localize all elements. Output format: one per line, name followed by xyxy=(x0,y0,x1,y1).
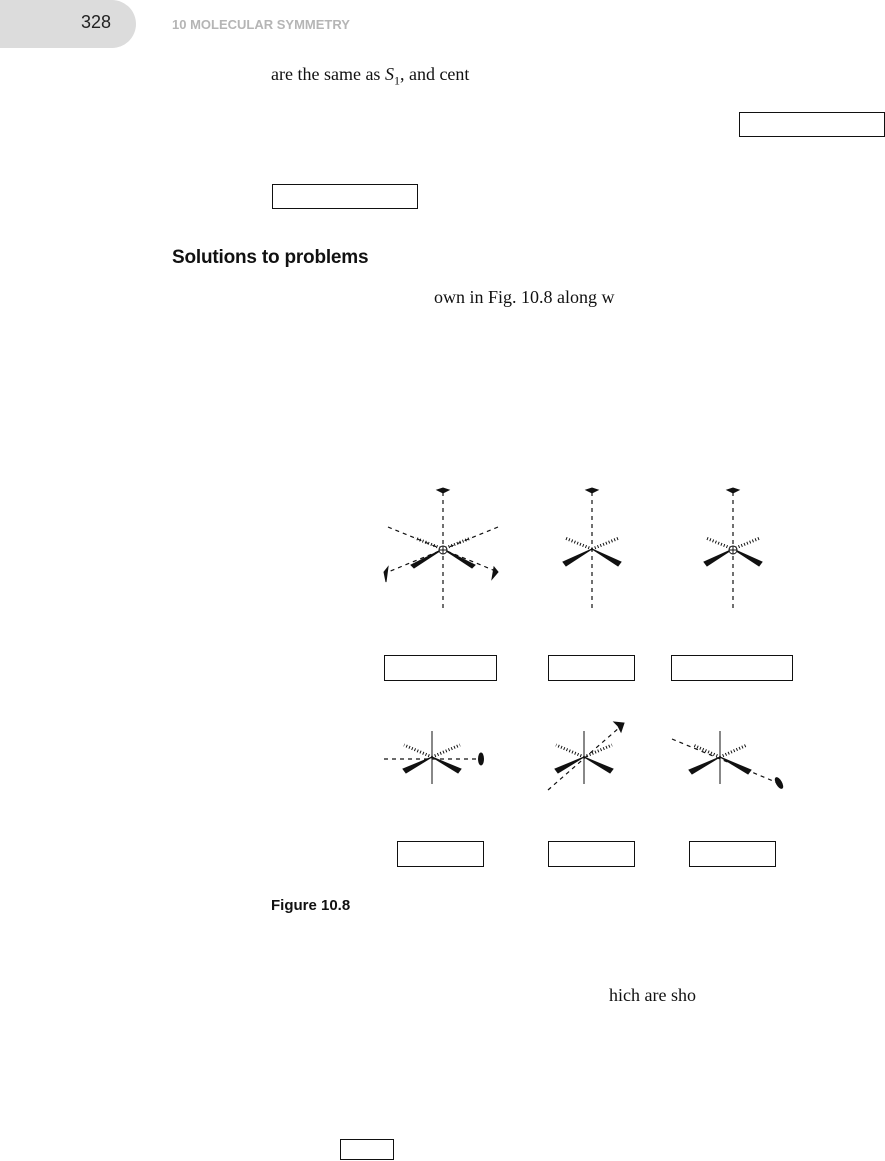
redacted-box xyxy=(548,655,635,681)
redacted-box xyxy=(548,841,635,867)
redacted-box xyxy=(397,841,484,867)
symmetry-symbol: S xyxy=(384,64,394,84)
body-line-1-suffix: , and cent xyxy=(399,64,470,84)
page-number: 328 xyxy=(81,12,112,32)
redacted-box xyxy=(671,655,793,681)
molecule-diagram-5 xyxy=(548,722,624,790)
section-heading: Solutions to problems xyxy=(172,247,369,268)
body-line-2: own in Fig. 10.8 along w xyxy=(434,287,615,307)
body-line-3: hich are sho xyxy=(609,985,696,1005)
molecule-diagram-1 xyxy=(384,488,500,612)
redacted-box xyxy=(384,655,497,681)
redacted-box xyxy=(340,1139,394,1160)
molecule-diagram-4 xyxy=(384,731,484,784)
symbol-subscript: 1 xyxy=(393,73,400,88)
running-head: 10 MOLECULAR SYMMETRY xyxy=(172,17,350,32)
figure-caption: Figure 10.8 xyxy=(271,897,351,914)
molecule-diagram-2 xyxy=(563,488,621,612)
redacted-box xyxy=(689,841,776,867)
body-line-1-prefix: are the same as xyxy=(271,64,385,84)
molecule-diagram-3 xyxy=(704,488,762,612)
molecule-diagram-6 xyxy=(672,731,784,789)
